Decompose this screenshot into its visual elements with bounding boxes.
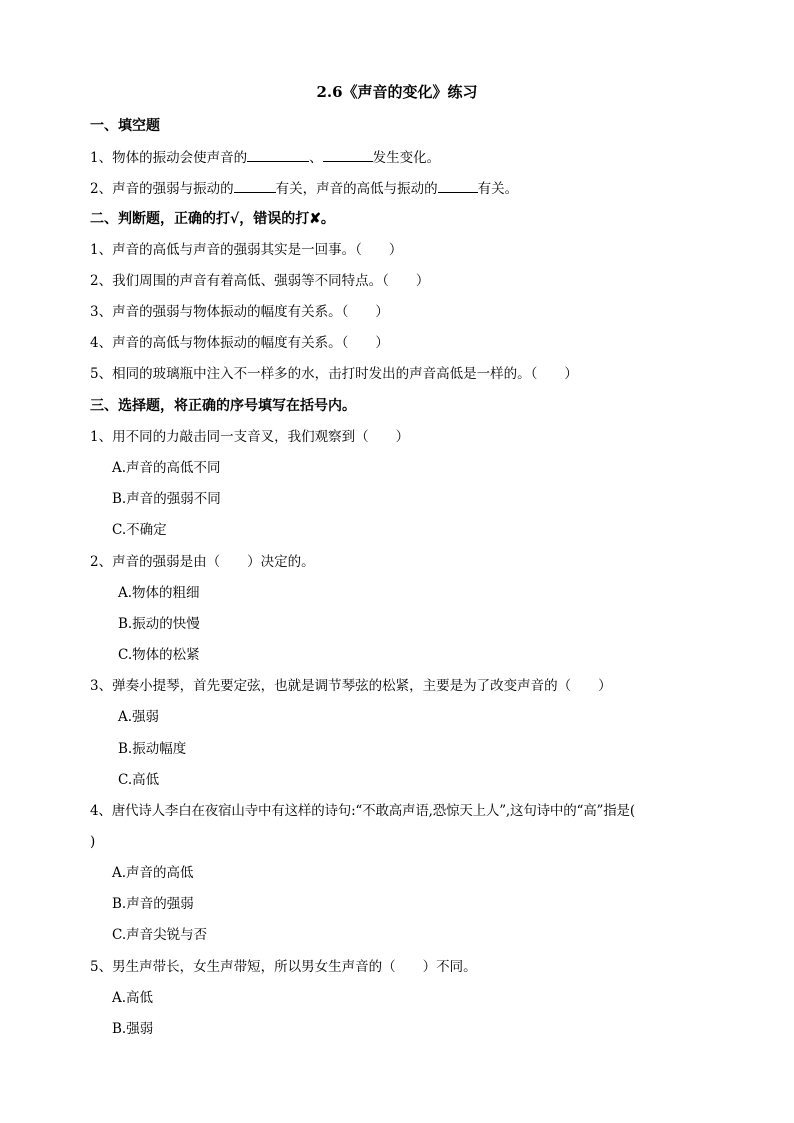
fill-question-2-text-a: 2、声音的强弱与振动的 xyxy=(90,181,234,197)
true-false-item: 4、声音的高低与物体振动的幅度有关系。（ ） xyxy=(90,335,389,351)
section-heading-true-false: 二、判断题，正确的打√，错误的打✘。 xyxy=(90,211,335,227)
answer-blank[interactable] xyxy=(438,179,478,193)
choice-option: C.高低 xyxy=(118,772,160,788)
true-false-item: 3、声音的强弱与物体振动的幅度有关系。（ ） xyxy=(90,304,389,320)
choice-option: A.高低 xyxy=(112,990,154,1006)
choice-option: A.声音的高低不同 xyxy=(112,460,221,476)
fill-question-1 xyxy=(90,148,440,167)
choice-question-1: 1、用不同的力敲击同一支音叉，我们观察到（ ） xyxy=(90,429,410,445)
choice-option: C.物体的松紧 xyxy=(118,647,200,663)
choice-question-4: 4、唐代诗人李白在夜宿山寺中有这样的诗句:“不敢高声语,恐惊天上人”,这句诗中的“高”指是( xyxy=(90,803,635,819)
answer-blank[interactable] xyxy=(323,148,373,162)
fill-question-2-text-c: 有关。 xyxy=(477,181,519,197)
true-false-item: 2、我们周围的声音有着高低、强弱等不同特点。（ ） xyxy=(90,273,430,289)
section-heading-fill-blank: 一、填空题 xyxy=(90,118,160,134)
choice-option: C.声音尖锐与否 xyxy=(112,927,208,943)
section-heading-multiple-choice: 三、选择题，将正确的序号填写在括号内。 xyxy=(90,398,356,414)
fill-question-1-text-a: 1、物体的振动会使声音的 xyxy=(90,150,248,166)
choice-question-4-continued: ) xyxy=(90,834,96,850)
fill-question-2 xyxy=(90,179,518,198)
choice-question-2: 2、声音的强弱是由（ ）决定的。 xyxy=(90,554,315,570)
true-false-item: 5、相同的玻璃瓶中注入不一样多的水，击打时发出的声音高低是一样的。（ ） xyxy=(90,366,578,382)
choice-option: B.强弱 xyxy=(112,1021,154,1037)
choice-option: A.强弱 xyxy=(118,709,160,725)
choice-option: C.不确定 xyxy=(112,522,167,538)
fill-question-1-text-c: 发生变化。 xyxy=(372,150,441,166)
choice-option: A.声音的高低 xyxy=(112,865,194,881)
fill-question-2-text-b: 有关，声音的高低与振动的 xyxy=(275,181,438,197)
choice-option: B.振动幅度 xyxy=(118,741,187,757)
answer-blank[interactable] xyxy=(247,148,309,162)
page-title: 2.6《声音的变化》练习 xyxy=(316,83,478,101)
choice-option: A.物体的粗细 xyxy=(118,585,200,601)
choice-question-5: 5、男生声带长，女生声带短，所以男女生声音的（ ）不同。 xyxy=(90,959,477,975)
choice-option: B.声音的强弱不同 xyxy=(112,491,221,507)
fill-question-1-text-b: 、 xyxy=(309,150,323,166)
answer-blank[interactable] xyxy=(234,179,276,193)
true-false-item: 1、声音的高低与声音的强弱其实是一回事。（ ） xyxy=(90,242,403,258)
choice-option: B.声音的强弱 xyxy=(112,896,194,912)
choice-question-3: 3、弹奏小提琴，首先要定弦，也就是调节琴弦的松紧，主要是为了改变声音的（ ） xyxy=(90,678,612,694)
choice-option: B.振动的快慢 xyxy=(118,616,200,632)
